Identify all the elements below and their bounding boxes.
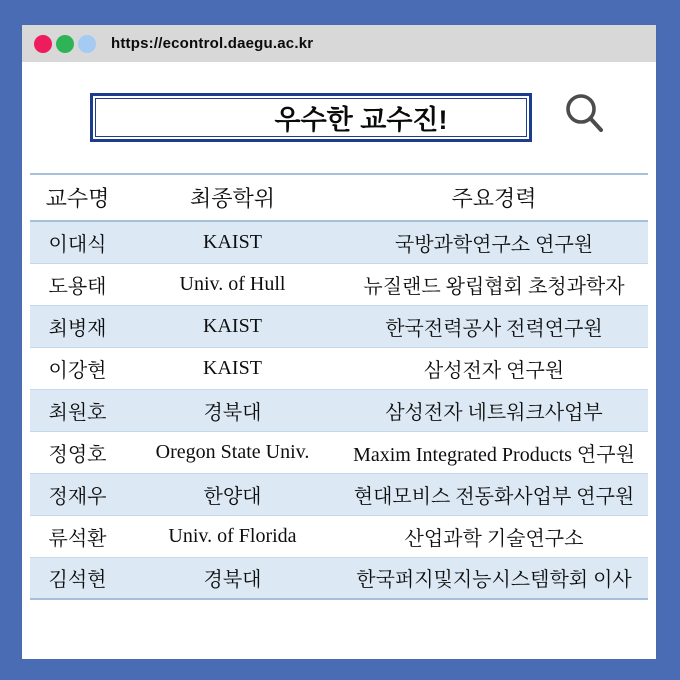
window-control-red-icon[interactable]: [34, 35, 52, 53]
browser-titlebar: [22, 25, 656, 62]
column-header-final-degree: 최종학위: [189, 186, 275, 211]
search-input[interactable]: [95, 98, 527, 137]
table-header-row: [30, 174, 648, 221]
cell-major-career: 한국퍼지및지능시스템학회 이사: [356, 569, 632, 592]
cell-final-degree: KAIST: [203, 356, 262, 379]
cell-major-career: 삼성전자 연구원: [423, 359, 565, 382]
search-query-text: 우수한 교수진!: [274, 105, 448, 135]
cell-final-degree: 경북대: [203, 569, 262, 592]
cell-final-degree: Oregon State Univ.: [155, 440, 310, 463]
table-row: [30, 431, 648, 473]
table-row: [30, 221, 648, 263]
cell-major-career: 산업과학 기술연구소: [404, 527, 584, 550]
cell-professor-name: 정영호: [48, 443, 107, 466]
table-row: [30, 305, 648, 347]
search-icon[interactable]: [558, 85, 608, 137]
cell-professor-name: 최병재: [48, 317, 107, 340]
column-header-major-career: 주요경력: [451, 186, 537, 211]
table-row: [30, 263, 648, 305]
cell-major-career: 현대모비스 전동화사업부 연구원: [353, 485, 635, 508]
cell-professor-name: 이강현: [48, 359, 107, 382]
window-control-green-icon[interactable]: [56, 35, 74, 53]
cell-major-career: 국방과학연구소 연구원: [394, 233, 594, 256]
cell-professor-name: 류석환: [48, 527, 107, 550]
cell-major-career: 뉴질랜드 왕립협회 초청과학자: [363, 275, 625, 298]
table-row: [30, 557, 648, 599]
table-row: [30, 473, 648, 515]
cell-final-degree: KAIST: [203, 314, 262, 337]
cell-professor-name: 이대식: [48, 233, 107, 256]
cell-professor-name: 김석현: [48, 569, 107, 592]
column-header-professor-name: 교수명: [45, 186, 110, 211]
cell-professor-name: 최원호: [48, 401, 107, 424]
cell-major-career: 한국전력공사 전력연구원: [385, 317, 603, 340]
cell-major-career: Maxim Integrated Products 연구원: [353, 443, 635, 466]
table-row: [30, 347, 648, 389]
cell-major-career: 삼성전자 네트워크사업부: [385, 401, 603, 424]
cell-final-degree: KAIST: [203, 230, 262, 253]
cell-final-degree: Univ. of Hull: [179, 272, 286, 295]
faculty-table: [30, 173, 648, 600]
cell-professor-name: 도용태: [48, 275, 107, 298]
table-row: [30, 515, 648, 557]
cell-final-degree: 한양대: [203, 485, 262, 508]
browser-window: [22, 25, 656, 659]
window-control-blue-icon[interactable]: [78, 35, 96, 53]
cell-professor-name: 정재우: [48, 485, 107, 508]
cell-final-degree: 경북대: [203, 401, 262, 424]
address-bar-url[interactable]: https://econtrol.daegu.ac.kr: [111, 35, 314, 52]
cell-final-degree: Univ. of Florida: [168, 524, 297, 547]
table-row: [30, 389, 648, 431]
